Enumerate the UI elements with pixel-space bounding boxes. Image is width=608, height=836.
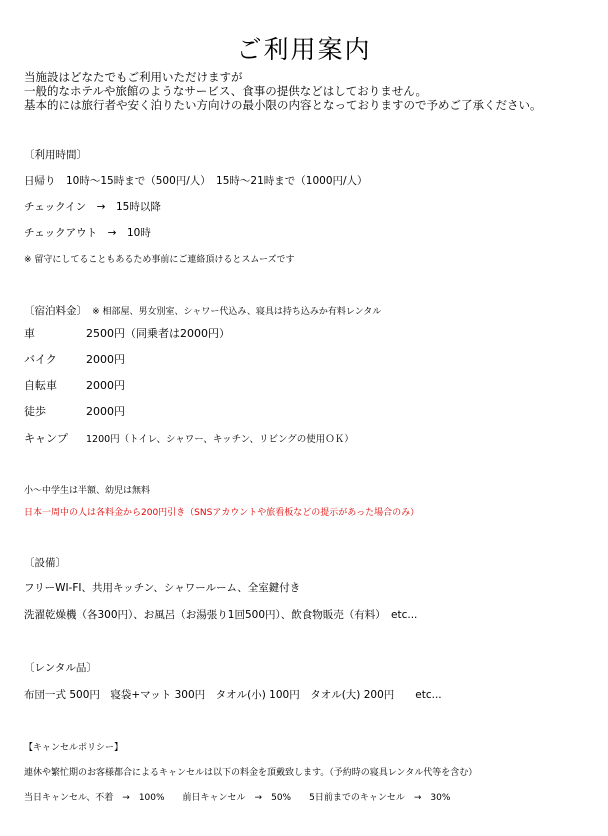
fee-row xyxy=(24,325,230,341)
fee-price: 2000円 xyxy=(86,379,125,392)
page-title: ご利用案内 xyxy=(236,35,372,64)
fees-heading-row xyxy=(24,299,381,318)
fee-row xyxy=(24,403,125,419)
fee-label: 徒歩 xyxy=(24,405,46,418)
rental-heading: 〔レンタル品〕 xyxy=(24,662,97,674)
cancel-line: 当日キャンセル、不着 → 100% 前日キャンセル → 50% 5日前までのキャンセル → 30% xyxy=(24,793,451,803)
rental-line: 布団一式 500円 寝袋+マット 300円 タオル(小) 100円 タオル(大) 200円 etc... xyxy=(24,689,442,701)
fee-row xyxy=(24,377,125,393)
intro-text xyxy=(24,70,542,112)
intro-line: 当施設はどなたでもご利用いただけますが xyxy=(24,70,243,84)
children-note: 小～中学生は半額、幼児は無料 xyxy=(24,486,151,496)
fee-row xyxy=(24,430,354,446)
fee-price: 2500円（同乗者は2000円） xyxy=(86,327,230,340)
checkout-line: チェックアウト → 10時 xyxy=(24,227,151,239)
fees-heading: 〔宿泊料金〕 xyxy=(24,305,87,317)
fee-label: キャンプ xyxy=(24,432,68,445)
fee-label: 車 xyxy=(24,327,35,340)
fee-label: バイク xyxy=(24,353,57,366)
fee-label: 自転車 xyxy=(24,379,57,392)
facilities-line: 洗濯乾燥機（各300円）、お風呂（お湯張り1回500円）、飲食物販売（有料） etc... xyxy=(24,609,418,621)
fee-price: 1200円（トイレ、シャワー、キッチン、リビングの使用ＯＫ） xyxy=(86,434,354,445)
intro-line: 一般的なホテルや旅館のようなサービス、食事の提供などはしておりません。 xyxy=(24,84,427,98)
dayuse-line: 日帰り 10時～15時まで（500円/人） 15時～21時まで（1000円/人） xyxy=(24,175,368,187)
fee-row xyxy=(24,351,125,367)
discount-note: 日本一周中の人は各料金から200円引き（SNSアカウントや旅看板などの提示があった場合のみ） xyxy=(24,508,420,518)
fee-price: 2000円 xyxy=(86,353,125,366)
fee-price: 2000円 xyxy=(86,405,125,418)
intro-line: 基本的には旅行者や安く泊りたい方向けの最小限の内容となっておりますので予めご了承ください。 xyxy=(24,98,542,112)
facilities-line: フリーWI-FI、共用キッチン、シャワールーム、全室鍵付き xyxy=(24,582,301,594)
fees-heading-note: ※ 相部屋、男女別室、シャワー代込み、寝具は持ち込みか有料レンタル xyxy=(92,307,382,317)
cancel-heading: 【キャンセルポリシー】 xyxy=(24,743,124,753)
checkin-line: チェックイン → 15時以降 xyxy=(24,201,161,213)
usage-note: ※ 留守にしてることもあるため事前にご連絡頂けるとスムーズです xyxy=(24,255,295,265)
facilities-heading: 〔設備〕 xyxy=(24,557,66,569)
usage-heading: 〔利用時間〕 xyxy=(24,149,87,161)
cancel-line: 連休や繁忙期のお客様都合によるキャンセルは以下の料金を頂戴致します。（予約時の寝具レンタル代等を含む） xyxy=(24,768,478,778)
